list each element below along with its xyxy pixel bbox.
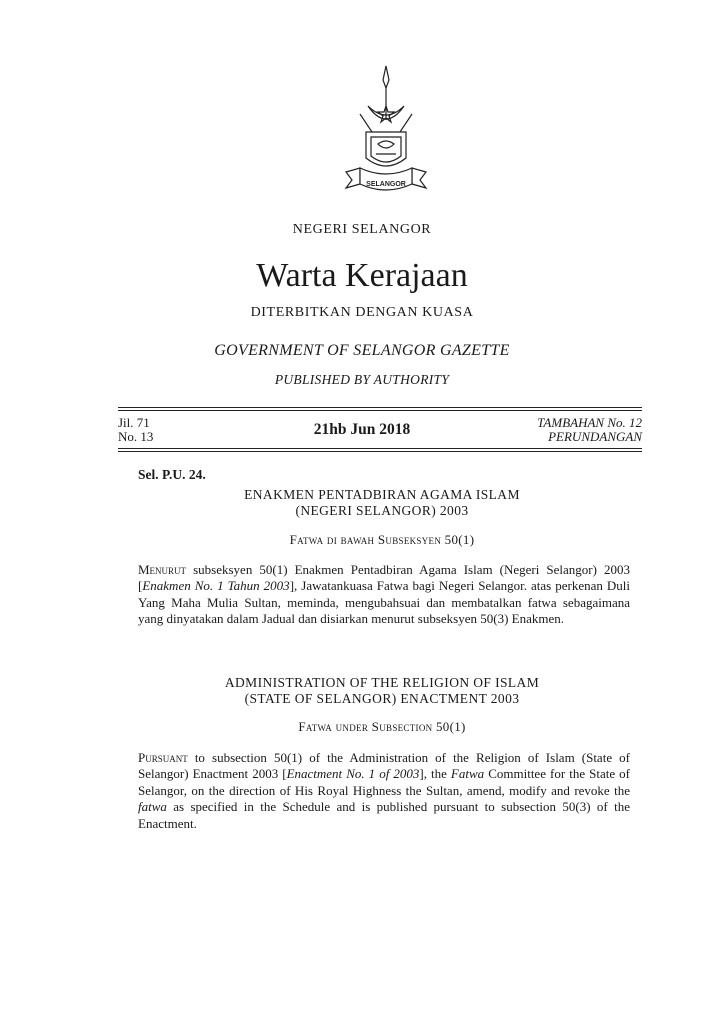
gazette-subtitle-ms: DITERBITKAN DENGAN KUASA xyxy=(250,305,474,320)
top-rule-2 xyxy=(118,410,642,411)
crest-banner-text: SELANGOR xyxy=(366,181,406,188)
state-name: NEGERI SELANGOR xyxy=(292,222,432,237)
bottom-rule-1 xyxy=(118,448,642,449)
malay-enactment-ref: Enakmen No. 1 Tahun 2003 xyxy=(142,578,290,594)
malay-heading-line2: (NEGERI SELANGOR) 2003 xyxy=(295,503,469,518)
malay-heading-line1: ENAKMEN PENTADBIRAN AGAMA ISLAM xyxy=(244,487,520,502)
malay-text-b: ], Jawatankuasa Fatwa bagi Negeri Selangor. atas perkenan Duli Yang Maha Mulia Sultan, meminda, mengubahsuai dan membatalkan fatwa sebagaimana yang dinyatakan dalam Jadual dan disiarkan menurut subseksyen 50(3) Enakmen. xyxy=(138,578,630,627)
gazette-title-en: GOVERNMENT OF SELANGOR GAZETTE xyxy=(214,342,510,359)
gazette-subtitle-en: PUBLISHED BY AUTHORITY xyxy=(274,372,450,387)
english-subheading: Fatwa under Subsection 50(1) xyxy=(298,719,466,734)
issue-volume: Jil. 71 xyxy=(118,415,150,430)
issue-date: 21hb Jun 2018 xyxy=(313,421,411,438)
malay-text-a: subseksyen 50(1) Enakmen Pentadbiran Agama Islam (Negeri Selangor) 2003 [ xyxy=(138,562,630,594)
english-fatwa-term-1: Fatwa xyxy=(450,766,485,782)
english-text-c: Committee for the State of Selangor, on the direction of His Royal Highness the Sultan, amend, modify and revoke the xyxy=(138,766,630,798)
malay-paragraph xyxy=(138,562,630,628)
english-paragraph xyxy=(138,750,630,832)
gazette-title: Warta Kerajaan xyxy=(256,257,468,294)
issue-number: No. 13 xyxy=(118,429,154,444)
notice-reference: Sel. P.U. 24. xyxy=(138,467,206,482)
malay-heading xyxy=(0,487,724,519)
issue-supplement: TAMBAHAN No. 12 xyxy=(537,415,642,430)
selangor-crest-icon xyxy=(338,62,434,198)
english-fatwa-term-2: fatwa xyxy=(138,799,167,815)
bottom-rule-2 xyxy=(118,451,642,452)
malay-subheading: Fatwa di bawah Subseksyen 50(1) xyxy=(289,532,475,547)
english-heading xyxy=(0,675,724,707)
english-heading-line1: ADMINISTRATION OF THE RELIGION OF ISLAM xyxy=(224,675,540,690)
english-text-a: to subsection 50(1) of the Administration of the Religion of Islam (State of Selangor) Enactment 2003 [ xyxy=(138,750,630,782)
malay-lead-word: Menurut xyxy=(138,562,187,577)
english-text-d: as specified in the Schedule and is published pursuant to subsection 50(3) of the Enactment. xyxy=(138,799,630,831)
issue-category: PERUNDANGAN xyxy=(548,429,642,444)
english-lead-word: Pursuant xyxy=(138,750,188,765)
english-enactment-ref: Enactment No. 1 of 2003 xyxy=(286,766,420,782)
english-heading-line2: (STATE OF SELANGOR) ENACTMENT 2003 xyxy=(244,691,520,706)
english-text-b: ], the xyxy=(419,766,451,782)
top-rule-1 xyxy=(118,407,642,408)
issue-supplement-block xyxy=(537,416,642,444)
